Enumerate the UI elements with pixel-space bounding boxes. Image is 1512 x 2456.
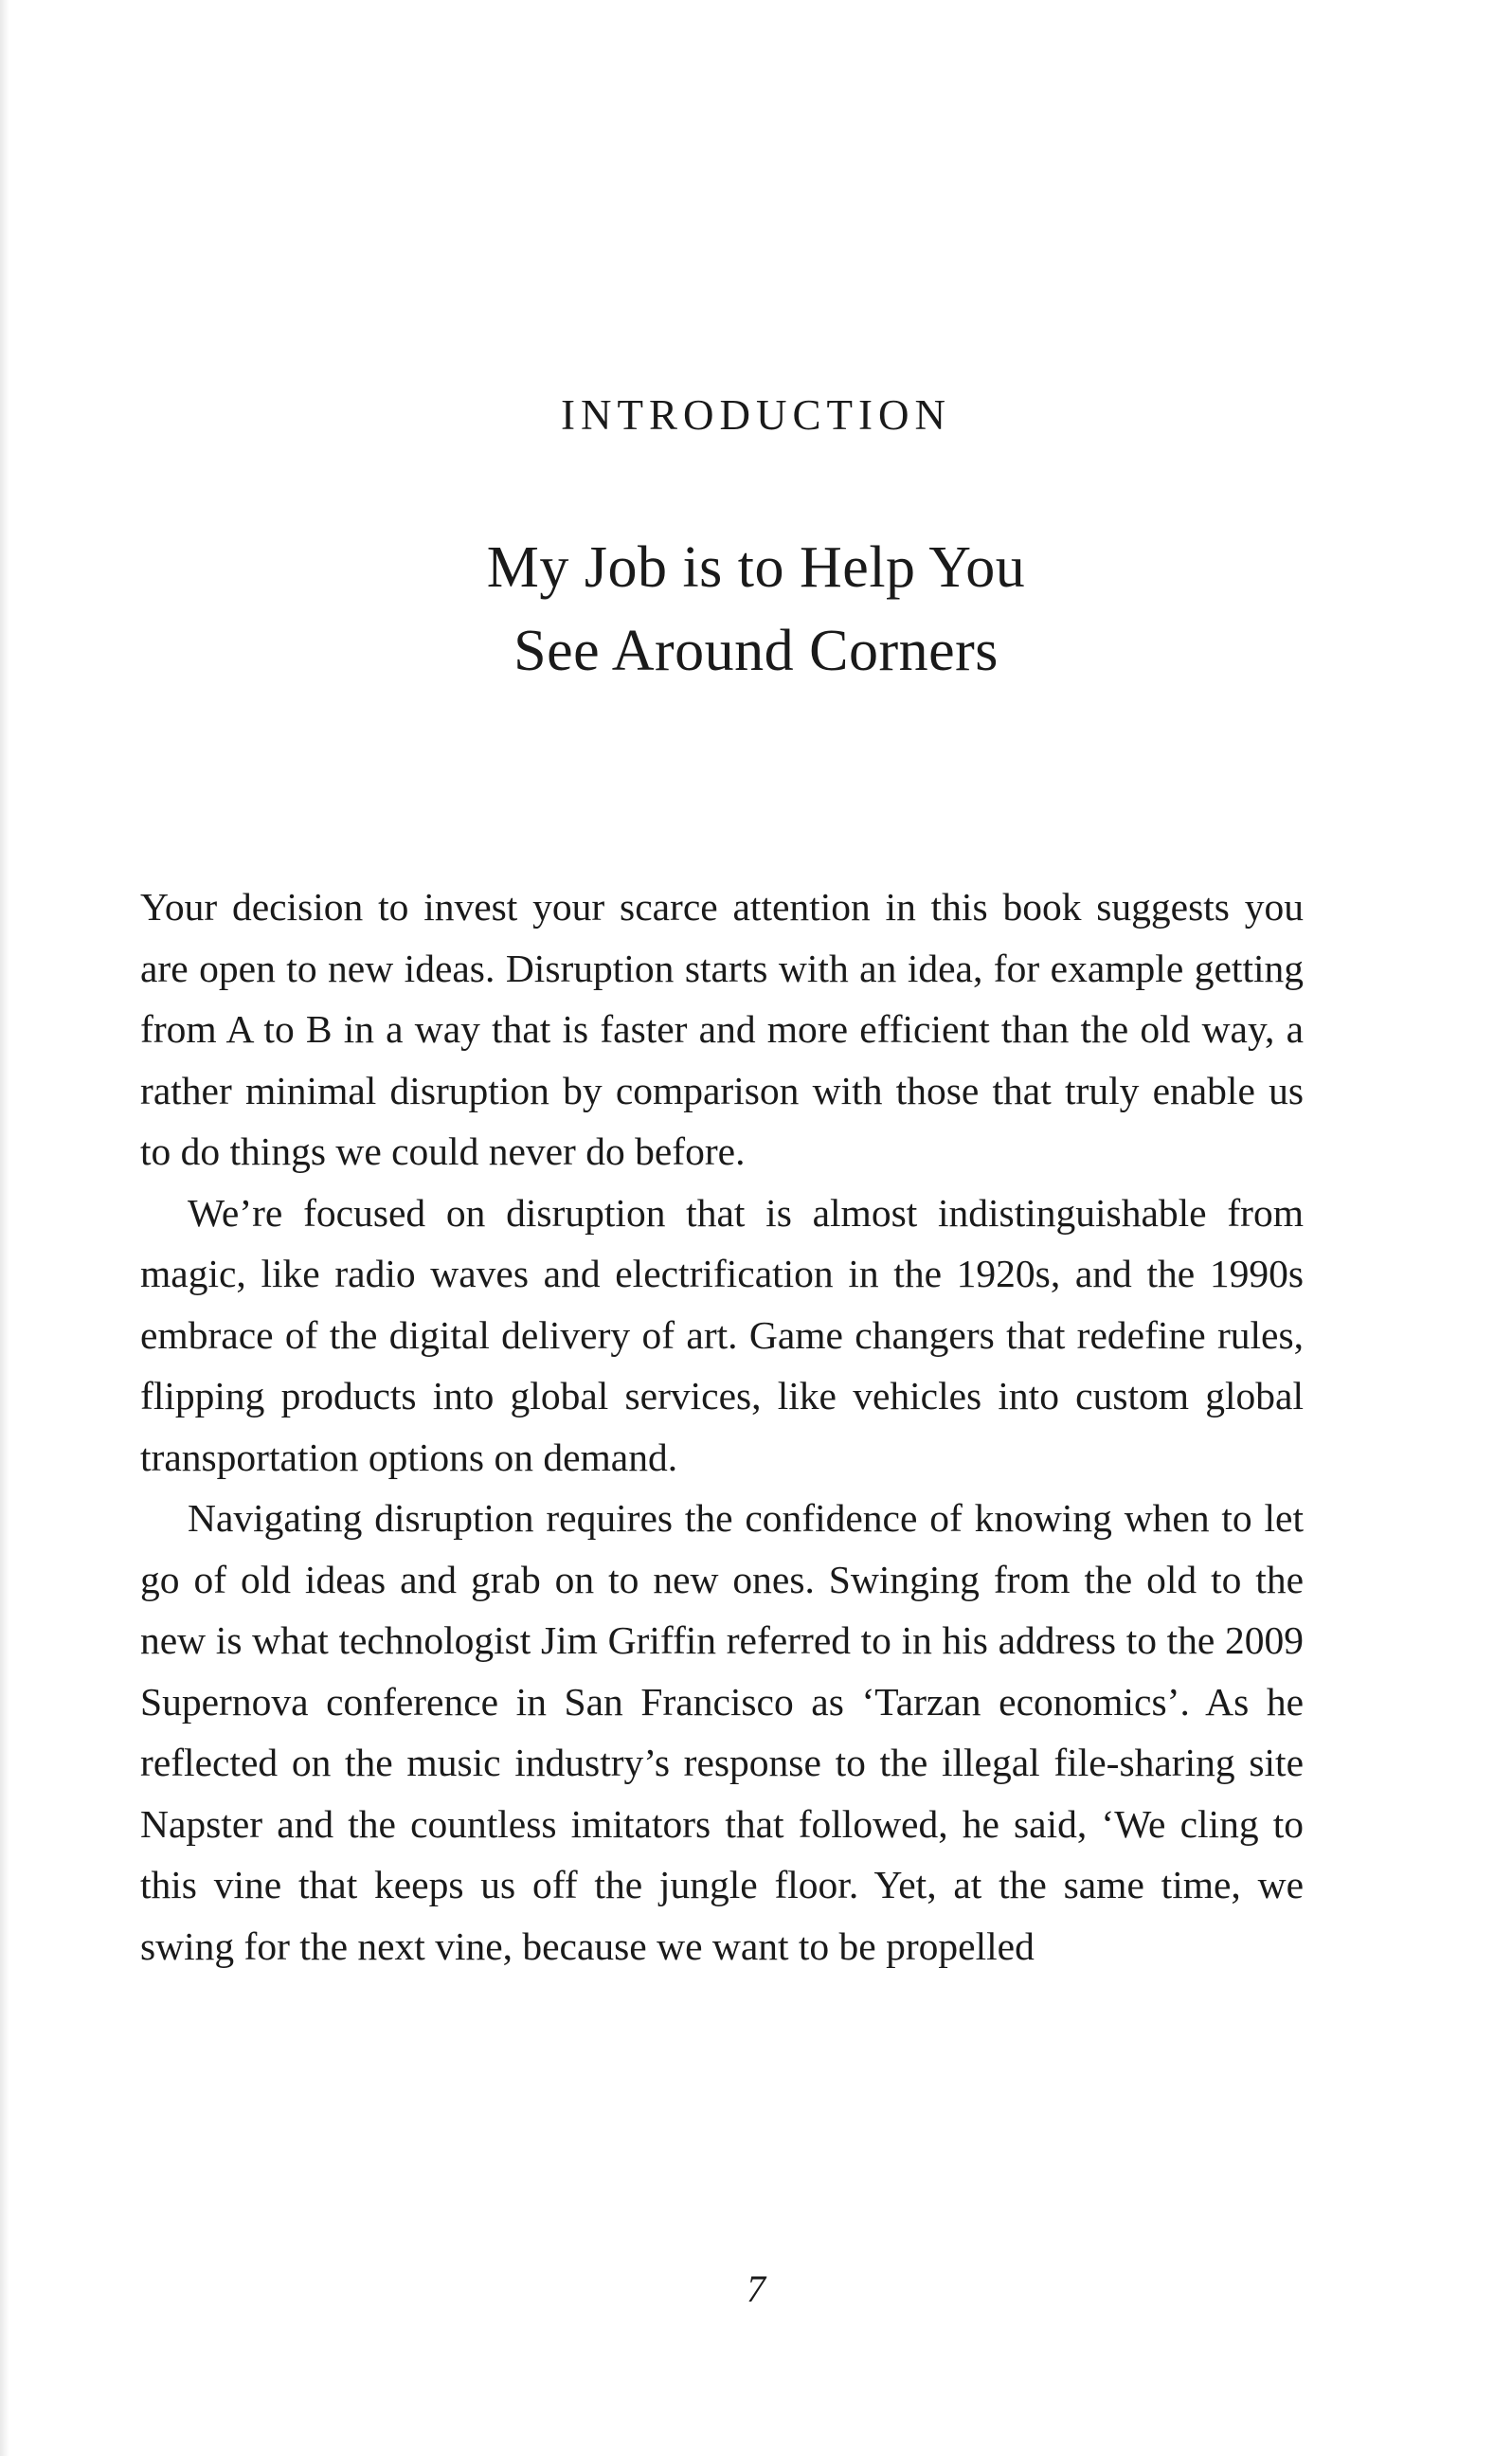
paragraph-3: Navigating disruption requires the confidence of knowing when to let go of old ideas and grab on to new ones. Swinging from the old to the new is what technologist Jim Griffin referred to in his address to the 2009 Supernova conference in San Francisco as ‘Tarzan economics’. As he reflected on the music industry’s response to the illegal file-sharing site Napster and the countless imitators that followed, he said, ‘We cling to this vine that keeps us off the jungle floor. Yet, at the same time, we swing for the next vine, because we want to be propelled [140, 1496, 1304, 1968]
page-number: 7 [747, 2267, 765, 2310]
chapter-title [0, 526, 1512, 693]
chapter-label: INTRODUCTION [561, 391, 951, 439]
body-text [140, 876, 1304, 1977]
chapter-title-line-2: See Around Corners [513, 619, 999, 683]
paragraph-2: We’re focused on disruption that is almost indistinguishable from magic, like radio waves and electrification in the 1920s, and the 1990s embrace of the digital delivery of art. Game changers that redefine rules, flipping products into global services, like vehicles into custom global transportation options on demand. [140, 1190, 1304, 1479]
paragraph-1: Your decision to invest your scarce attention in this book suggests you are open to new ideas. Disruption starts with an idea, for example getting from A to B in a way that is faster and more efficient than the old way, a rather minimal disruption by comparison with those that truly enable us to do things we could never do before. [140, 885, 1304, 1173]
chapter-title-line-1: My Job is to Help You [486, 535, 1026, 600]
page-gutter-shadow [0, 0, 9, 2456]
